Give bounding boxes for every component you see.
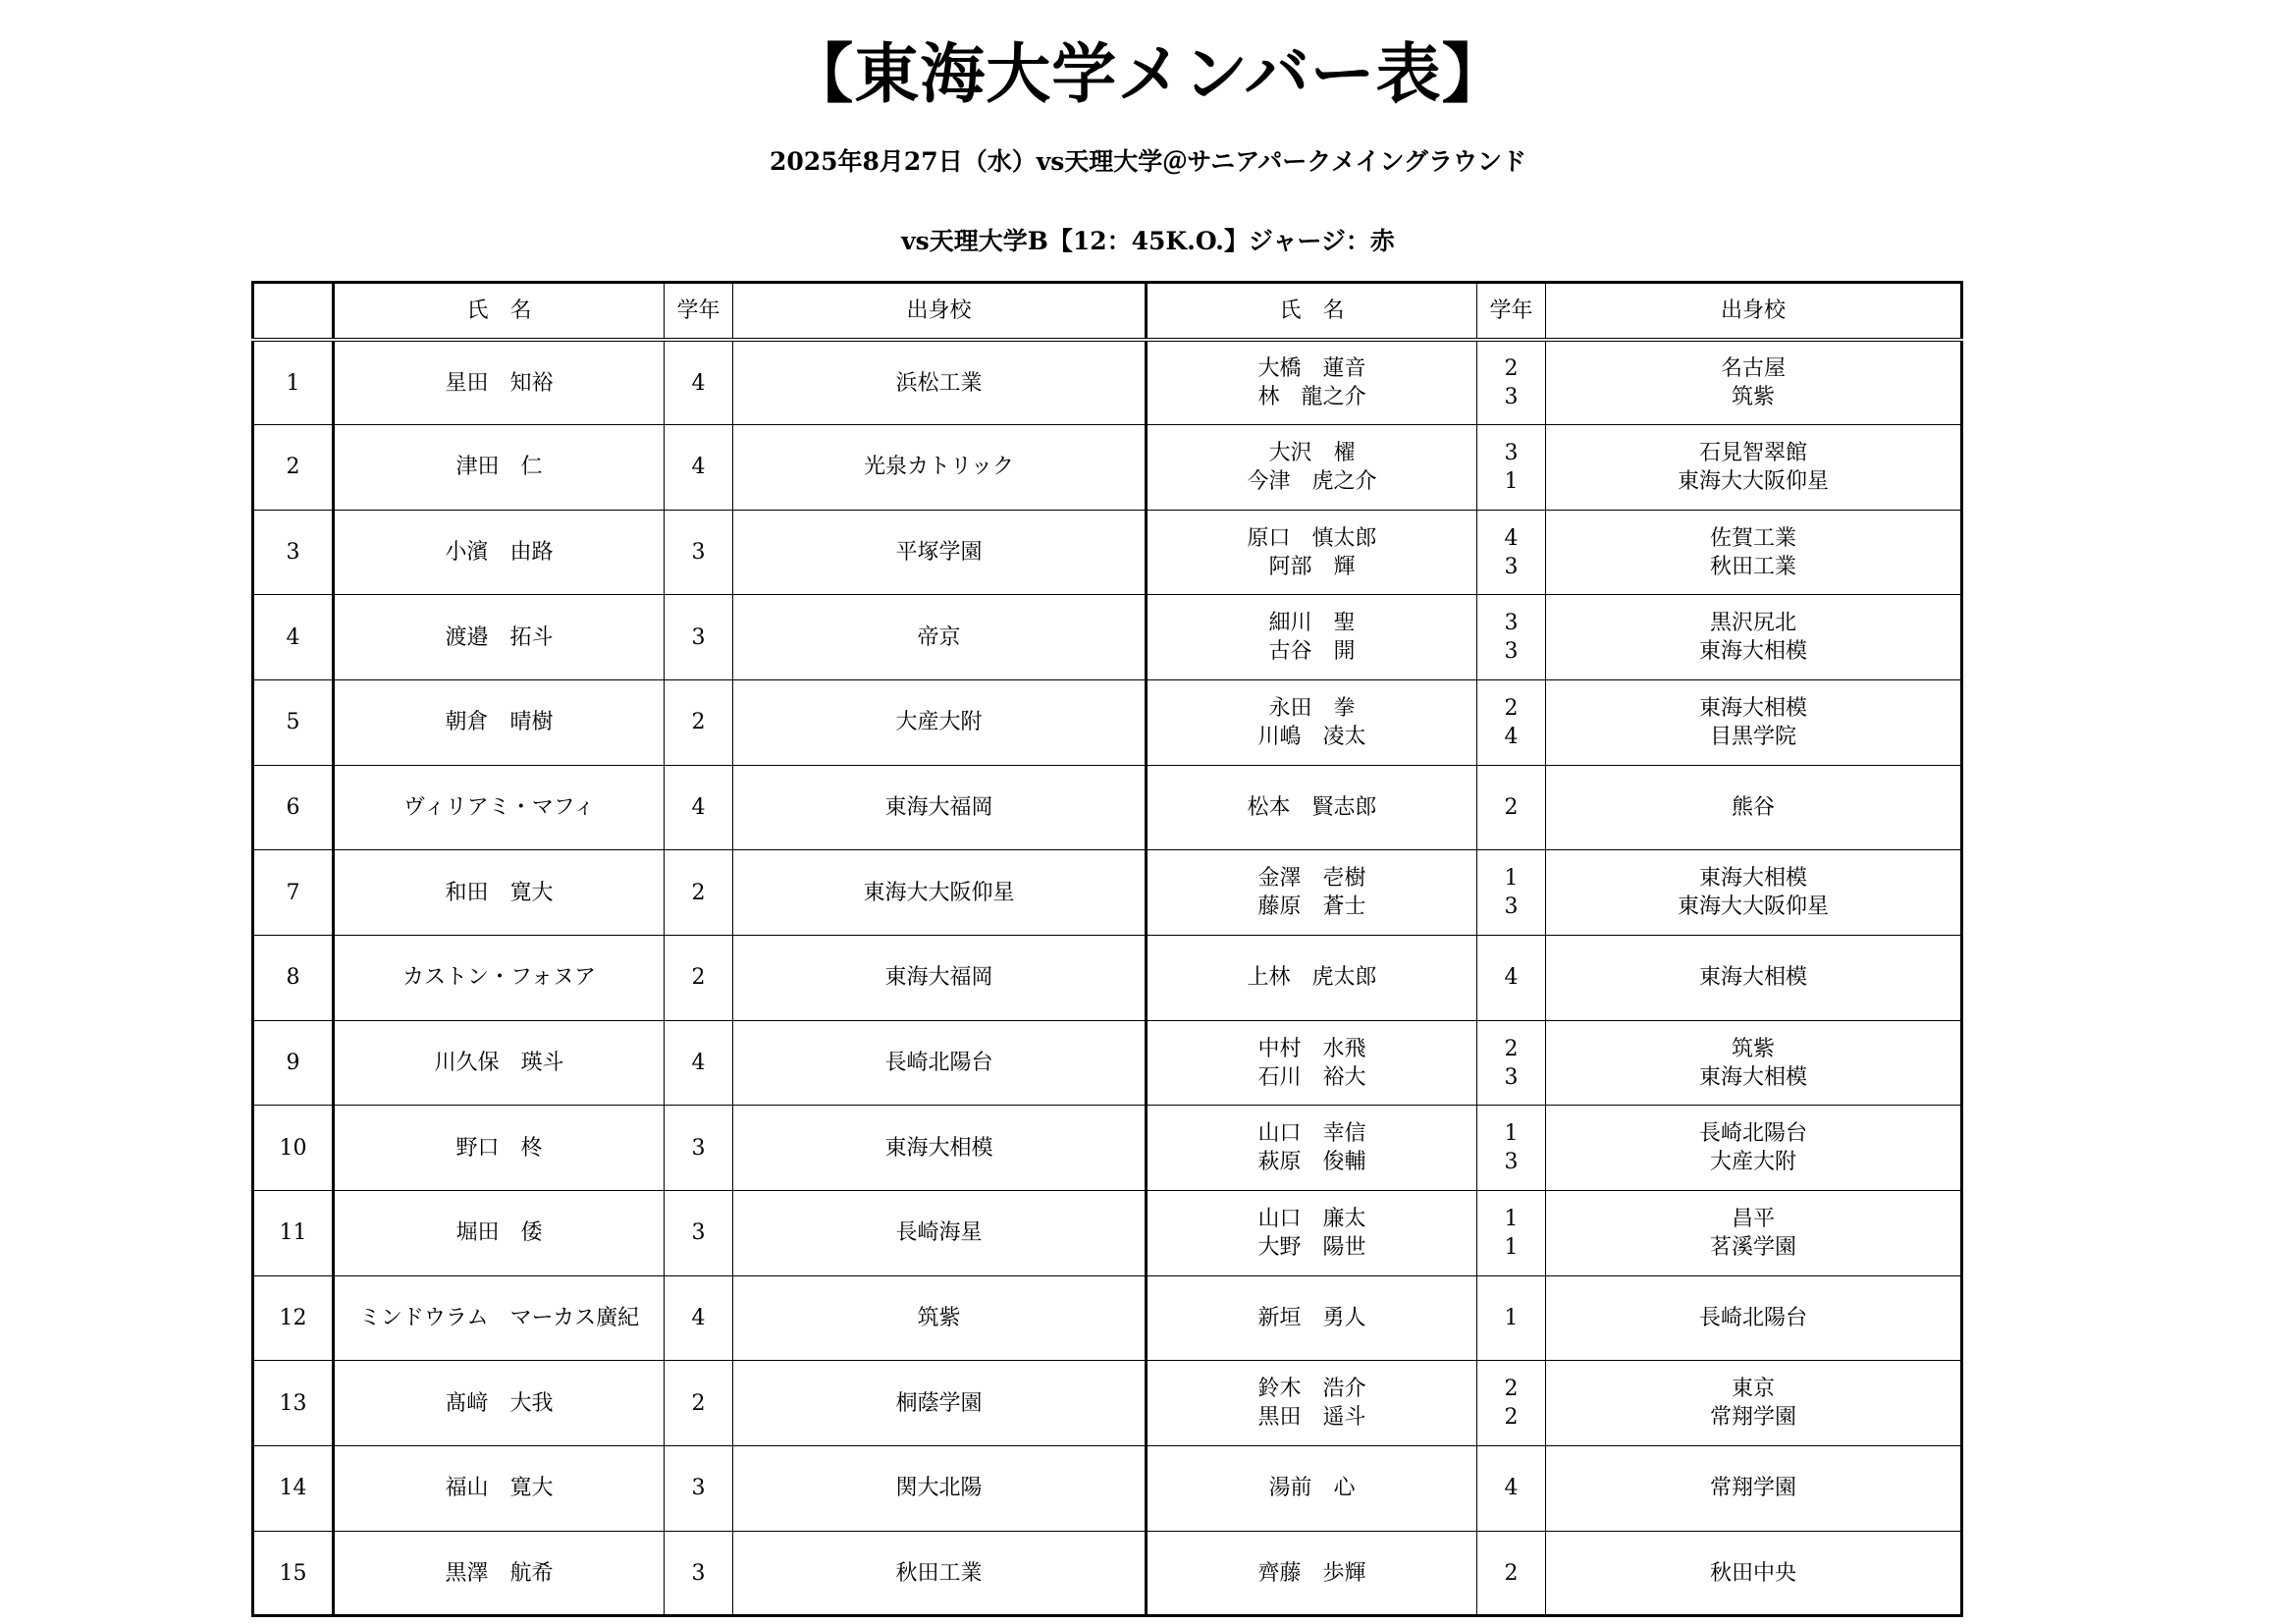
sub-player-grade-line: 4 bbox=[1504, 1476, 1519, 1501]
sub-player-name bbox=[1147, 936, 1477, 1021]
player-school: 秋田工業 bbox=[733, 1531, 1147, 1616]
player-number: 4 bbox=[253, 595, 334, 680]
sub-player-school-line: 熊谷 bbox=[1731, 795, 1775, 821]
sub-player-name-line: 川嶋 凌太 bbox=[1257, 724, 1366, 749]
sub-player-school bbox=[1546, 1191, 1962, 1276]
player-school: 東海大相模 bbox=[733, 1106, 1147, 1191]
player-name: ミンドウラム マーカス廣紀 bbox=[334, 1275, 665, 1361]
sub-player-grade bbox=[1477, 1191, 1546, 1276]
sub-player-school bbox=[1546, 936, 1962, 1021]
sub-player-name-line: 金澤 壱樹 bbox=[1257, 866, 1366, 892]
sub-player-school bbox=[1546, 1106, 1962, 1191]
sub-player-name bbox=[1147, 680, 1477, 766]
player-grade: 3 bbox=[665, 1531, 733, 1616]
sub-player-school-line: 長崎北陽台 bbox=[1698, 1306, 1807, 1331]
player-school: 帝京 bbox=[733, 595, 1147, 680]
table-row bbox=[253, 765, 1962, 850]
sub-player-grade-line: 3 bbox=[1504, 385, 1519, 410]
player-number: 9 bbox=[253, 1020, 334, 1106]
player-number: 14 bbox=[253, 1446, 334, 1532]
sub-player-grade bbox=[1477, 1275, 1546, 1361]
sub-player-grade bbox=[1477, 340, 1546, 425]
player-school: 東海大大阪仰星 bbox=[733, 850, 1147, 936]
sub-player-name-line: 今津 虎之介 bbox=[1247, 468, 1377, 494]
player-number: 6 bbox=[253, 765, 334, 850]
table-row bbox=[253, 1275, 1962, 1361]
sub-player-name-line: 永田 拳 bbox=[1268, 695, 1356, 721]
sub-player-school bbox=[1546, 510, 1962, 595]
player-number: 1 bbox=[253, 340, 334, 425]
sub-player-grade-line: 3 bbox=[1504, 611, 1519, 636]
sub-player-name-line: 大橋 蓮音 bbox=[1257, 356, 1366, 382]
sub-player-grade bbox=[1477, 510, 1546, 595]
sub-player-name bbox=[1147, 850, 1477, 936]
sub-player-name-line: 藤原 蒼士 bbox=[1257, 894, 1366, 920]
table-row bbox=[253, 1361, 1962, 1446]
player-school: 長崎北陽台 bbox=[733, 1020, 1147, 1106]
player-school: 筑紫 bbox=[733, 1275, 1147, 1361]
sub-player-school-line: 東海大相模 bbox=[1698, 639, 1807, 665]
player-school: 平塚学園 bbox=[733, 510, 1147, 595]
player-grade: 3 bbox=[665, 595, 733, 680]
sub-player-name bbox=[1147, 1106, 1477, 1191]
player-grade: 2 bbox=[665, 1361, 733, 1446]
player-number: 11 bbox=[253, 1191, 334, 1276]
player-name: 小濱 由路 bbox=[334, 510, 665, 595]
sub-player-name bbox=[1147, 1275, 1477, 1361]
sub-player-grade-line: 3 bbox=[1504, 554, 1519, 579]
player-name: 堀田 倭 bbox=[334, 1191, 665, 1276]
sub-player-school bbox=[1546, 340, 1962, 425]
sub-player-grade-line: 4 bbox=[1504, 525, 1519, 551]
player-grade: 3 bbox=[665, 1191, 733, 1276]
sub-player-school-line: 大産大附 bbox=[1709, 1150, 1796, 1175]
sub-player-name-line: 原口 慎太郎 bbox=[1247, 525, 1377, 551]
sub-player-grade-line: 1 bbox=[1504, 1234, 1519, 1260]
sub-player-grade-line: 4 bbox=[1504, 724, 1519, 749]
player-school: 長崎海星 bbox=[733, 1191, 1147, 1276]
sub-player-name-line: 大沢 櫂 bbox=[1268, 440, 1356, 465]
sub-player-school-line: 昌平 bbox=[1731, 1206, 1775, 1231]
player-number: 12 bbox=[253, 1275, 334, 1361]
sub-player-grade-line: 2 bbox=[1504, 1560, 1519, 1586]
player-name: 津田 仁 bbox=[334, 425, 665, 511]
sub-player-grade bbox=[1477, 850, 1546, 936]
sub-player-grade-line: 2 bbox=[1504, 695, 1519, 721]
sub-player-grade-line: 3 bbox=[1504, 639, 1519, 665]
roster-body bbox=[253, 340, 1962, 1616]
player-number: 5 bbox=[253, 680, 334, 766]
player-number: 8 bbox=[253, 936, 334, 1021]
team-info: vs天理大学B【12：45K.O.】ジャージ：赤 bbox=[901, 227, 1395, 255]
sub-player-name bbox=[1147, 1361, 1477, 1446]
sub-player-grade-line: 2 bbox=[1504, 1405, 1519, 1431]
player-school: 東海大福岡 bbox=[733, 936, 1147, 1021]
sub-player-grade bbox=[1477, 1531, 1546, 1616]
header-sub-name: 氏 名 bbox=[1147, 283, 1477, 341]
sub-player-name-line: 新垣 勇人 bbox=[1257, 1306, 1366, 1331]
sub-player-school-line: 東海大相模 bbox=[1698, 965, 1807, 991]
sub-player-grade-line: 2 bbox=[1504, 1377, 1519, 1402]
player-grade: 4 bbox=[665, 1275, 733, 1361]
sub-player-grade bbox=[1477, 1446, 1546, 1532]
player-grade: 4 bbox=[665, 1020, 733, 1106]
sub-player-grade-line: 3 bbox=[1504, 1064, 1519, 1090]
player-school: 東海大福岡 bbox=[733, 765, 1147, 850]
player-school: 桐蔭学園 bbox=[733, 1361, 1147, 1446]
sub-player-school-line: 佐賀工業 bbox=[1709, 525, 1796, 551]
table-row bbox=[253, 1106, 1962, 1191]
sub-player-grade-line: 2 bbox=[1504, 795, 1519, 821]
sub-player-school-line: 筑紫 bbox=[1731, 1036, 1775, 1061]
sub-player-school-line: 東海大相模 bbox=[1698, 695, 1807, 721]
player-school: 光泉カトリック bbox=[733, 425, 1147, 511]
table-row bbox=[253, 1020, 1962, 1106]
sub-player-school-line: 茗溪学園 bbox=[1709, 1234, 1796, 1260]
player-number: 10 bbox=[253, 1106, 334, 1191]
header-number bbox=[253, 283, 334, 341]
sub-player-school bbox=[1546, 1275, 1962, 1361]
player-school: 浜松工業 bbox=[733, 340, 1147, 425]
sub-player-grade-line: 3 bbox=[1504, 440, 1519, 465]
sub-player-school-line: 黒沢尻北 bbox=[1709, 611, 1796, 636]
header-grade: 学年 bbox=[665, 283, 733, 341]
player-number: 7 bbox=[253, 850, 334, 936]
sub-player-name-line: 上林 虎太郎 bbox=[1247, 965, 1377, 991]
table-row bbox=[253, 340, 1962, 425]
sub-player-grade-line: 4 bbox=[1504, 965, 1519, 991]
player-grade: 2 bbox=[665, 936, 733, 1021]
player-grade: 4 bbox=[665, 425, 733, 511]
player-name: カストン・フォヌア bbox=[334, 936, 665, 1021]
sub-player-grade-line: 1 bbox=[1504, 866, 1519, 892]
sub-player-school-line: 東海大大阪仰星 bbox=[1677, 894, 1829, 920]
sub-player-name bbox=[1147, 425, 1477, 511]
player-name: 星田 知裕 bbox=[334, 340, 665, 425]
sub-player-name-line: 湯前 心 bbox=[1268, 1476, 1356, 1501]
player-grade: 2 bbox=[665, 850, 733, 936]
table-row bbox=[253, 1531, 1962, 1616]
player-name: 和田 寛大 bbox=[334, 850, 665, 936]
sub-player-school bbox=[1546, 1020, 1962, 1106]
player-grade: 3 bbox=[665, 1106, 733, 1191]
player-name: 髙﨑 大我 bbox=[334, 1361, 665, 1446]
player-name: 黒澤 航希 bbox=[334, 1531, 665, 1616]
sub-player-name bbox=[1147, 340, 1477, 425]
sub-player-grade-line: 1 bbox=[1504, 1306, 1519, 1331]
sub-player-school-line: 筑紫 bbox=[1731, 385, 1775, 410]
player-name: 渡邉 拓斗 bbox=[334, 595, 665, 680]
table-row bbox=[253, 850, 1962, 936]
header-sub-school: 出身校 bbox=[1546, 283, 1962, 341]
sub-player-name bbox=[1147, 1531, 1477, 1616]
player-school: 大産大附 bbox=[733, 680, 1147, 766]
sub-player-grade bbox=[1477, 1106, 1546, 1191]
sub-player-name bbox=[1147, 1020, 1477, 1106]
table-row bbox=[253, 936, 1962, 1021]
sub-player-name-line: 黒田 遥斗 bbox=[1257, 1405, 1366, 1431]
player-grade: 3 bbox=[665, 510, 733, 595]
player-number: 13 bbox=[253, 1361, 334, 1446]
player-name: 福山 寛大 bbox=[334, 1446, 665, 1532]
match-info: 2025年8月27日（水）vs天理大学＠サニアパークメイングラウンド bbox=[769, 147, 1527, 176]
sub-player-school bbox=[1546, 1361, 1962, 1446]
sub-player-grade-line: 3 bbox=[1504, 1150, 1519, 1175]
page-title: 【東海大学メンバー表】 bbox=[788, 35, 1508, 112]
sub-player-grade bbox=[1477, 765, 1546, 850]
sub-player-school-line: 東海大相模 bbox=[1698, 866, 1807, 892]
sub-player-grade bbox=[1477, 680, 1546, 766]
sub-player-grade bbox=[1477, 1361, 1546, 1446]
header-sub-grade: 学年 bbox=[1477, 283, 1546, 341]
player-number: 2 bbox=[253, 425, 334, 511]
sub-player-name bbox=[1147, 595, 1477, 680]
player-name: ヴィリアミ・マフィ bbox=[334, 765, 665, 850]
sub-player-school bbox=[1546, 1446, 1962, 1532]
sub-player-school bbox=[1546, 680, 1962, 766]
sub-player-name-line: 萩原 俊輔 bbox=[1257, 1150, 1366, 1175]
sub-player-school-line: 常翔学園 bbox=[1709, 1476, 1796, 1501]
header-name: 氏 名 bbox=[334, 283, 665, 341]
sub-player-school-line: 目黒学院 bbox=[1709, 724, 1796, 749]
player-name: 川久保 瑛斗 bbox=[334, 1020, 665, 1106]
sub-player-school-line: 名古屋 bbox=[1720, 356, 1786, 382]
sub-player-name bbox=[1147, 1446, 1477, 1532]
sub-player-school-line: 石見智翠館 bbox=[1698, 440, 1807, 465]
sub-player-grade bbox=[1477, 595, 1546, 680]
sub-player-school-line: 東海大大阪仰星 bbox=[1677, 468, 1829, 494]
sub-player-name-line: 齊藤 歩輝 bbox=[1257, 1560, 1366, 1586]
sub-player-grade-line: 2 bbox=[1504, 356, 1519, 382]
sub-player-name bbox=[1147, 510, 1477, 595]
sub-player-school-line: 常翔学園 bbox=[1709, 1405, 1796, 1431]
sub-player-school-line: 秋田中央 bbox=[1709, 1560, 1796, 1586]
player-grade: 4 bbox=[665, 340, 733, 425]
table-row bbox=[253, 595, 1962, 680]
header-school: 出身校 bbox=[733, 283, 1147, 341]
sub-player-grade-line: 1 bbox=[1504, 1121, 1519, 1147]
sub-player-school bbox=[1546, 595, 1962, 680]
sub-player-grade-line: 3 bbox=[1504, 894, 1519, 920]
table-row bbox=[253, 680, 1962, 766]
sub-player-name-line: 山口 幸信 bbox=[1257, 1121, 1366, 1147]
player-name: 野口 柊 bbox=[334, 1106, 665, 1191]
sub-player-grade-line: 1 bbox=[1504, 468, 1519, 494]
sub-player-name-line: 石川 裕大 bbox=[1257, 1064, 1366, 1090]
sub-player-grade-line: 2 bbox=[1504, 1036, 1519, 1061]
table-row bbox=[253, 1191, 1962, 1276]
sub-player-school-line: 東京 bbox=[1731, 1377, 1775, 1402]
sub-player-school bbox=[1546, 850, 1962, 936]
sub-player-grade-line: 1 bbox=[1504, 1206, 1519, 1231]
player-grade: 4 bbox=[665, 765, 733, 850]
sub-player-grade bbox=[1477, 1020, 1546, 1106]
sub-player-school bbox=[1546, 425, 1962, 511]
player-number: 15 bbox=[253, 1531, 334, 1616]
sub-player-school-line: 東海大相模 bbox=[1698, 1064, 1807, 1090]
player-grade: 2 bbox=[665, 680, 733, 766]
sub-player-school-line: 秋田工業 bbox=[1709, 554, 1796, 579]
player-name: 朝倉 晴樹 bbox=[334, 680, 665, 766]
sub-player-grade bbox=[1477, 425, 1546, 511]
player-school: 関大北陽 bbox=[733, 1446, 1147, 1532]
table-row bbox=[253, 425, 1962, 511]
sub-player-name-line: 細川 聖 bbox=[1268, 611, 1356, 636]
table-header-row bbox=[253, 283, 1962, 341]
sub-player-name bbox=[1147, 1191, 1477, 1276]
sub-player-school-line: 長崎北陽台 bbox=[1698, 1121, 1807, 1147]
sub-player-name-line: 大野 陽世 bbox=[1257, 1234, 1366, 1260]
player-grade: 3 bbox=[665, 1446, 733, 1532]
sub-player-school bbox=[1546, 1531, 1962, 1616]
sub-player-name bbox=[1147, 765, 1477, 850]
sub-player-name-line: 古谷 開 bbox=[1268, 639, 1356, 665]
sub-player-name-line: 山口 廉太 bbox=[1257, 1206, 1366, 1231]
roster-table bbox=[251, 281, 1963, 1617]
table-row bbox=[253, 1446, 1962, 1532]
sub-player-name-line: 松本 賢志郎 bbox=[1247, 795, 1377, 821]
sub-player-name-line: 中村 水飛 bbox=[1257, 1036, 1366, 1061]
sub-player-name-line: 鈴木 浩介 bbox=[1257, 1377, 1366, 1402]
sub-player-grade bbox=[1477, 936, 1546, 1021]
sub-player-name-line: 阿部 輝 bbox=[1268, 554, 1356, 579]
table-row bbox=[253, 510, 1962, 595]
sub-player-school bbox=[1546, 765, 1962, 850]
sub-player-name-line: 林 龍之介 bbox=[1257, 385, 1366, 410]
player-number: 3 bbox=[253, 510, 334, 595]
